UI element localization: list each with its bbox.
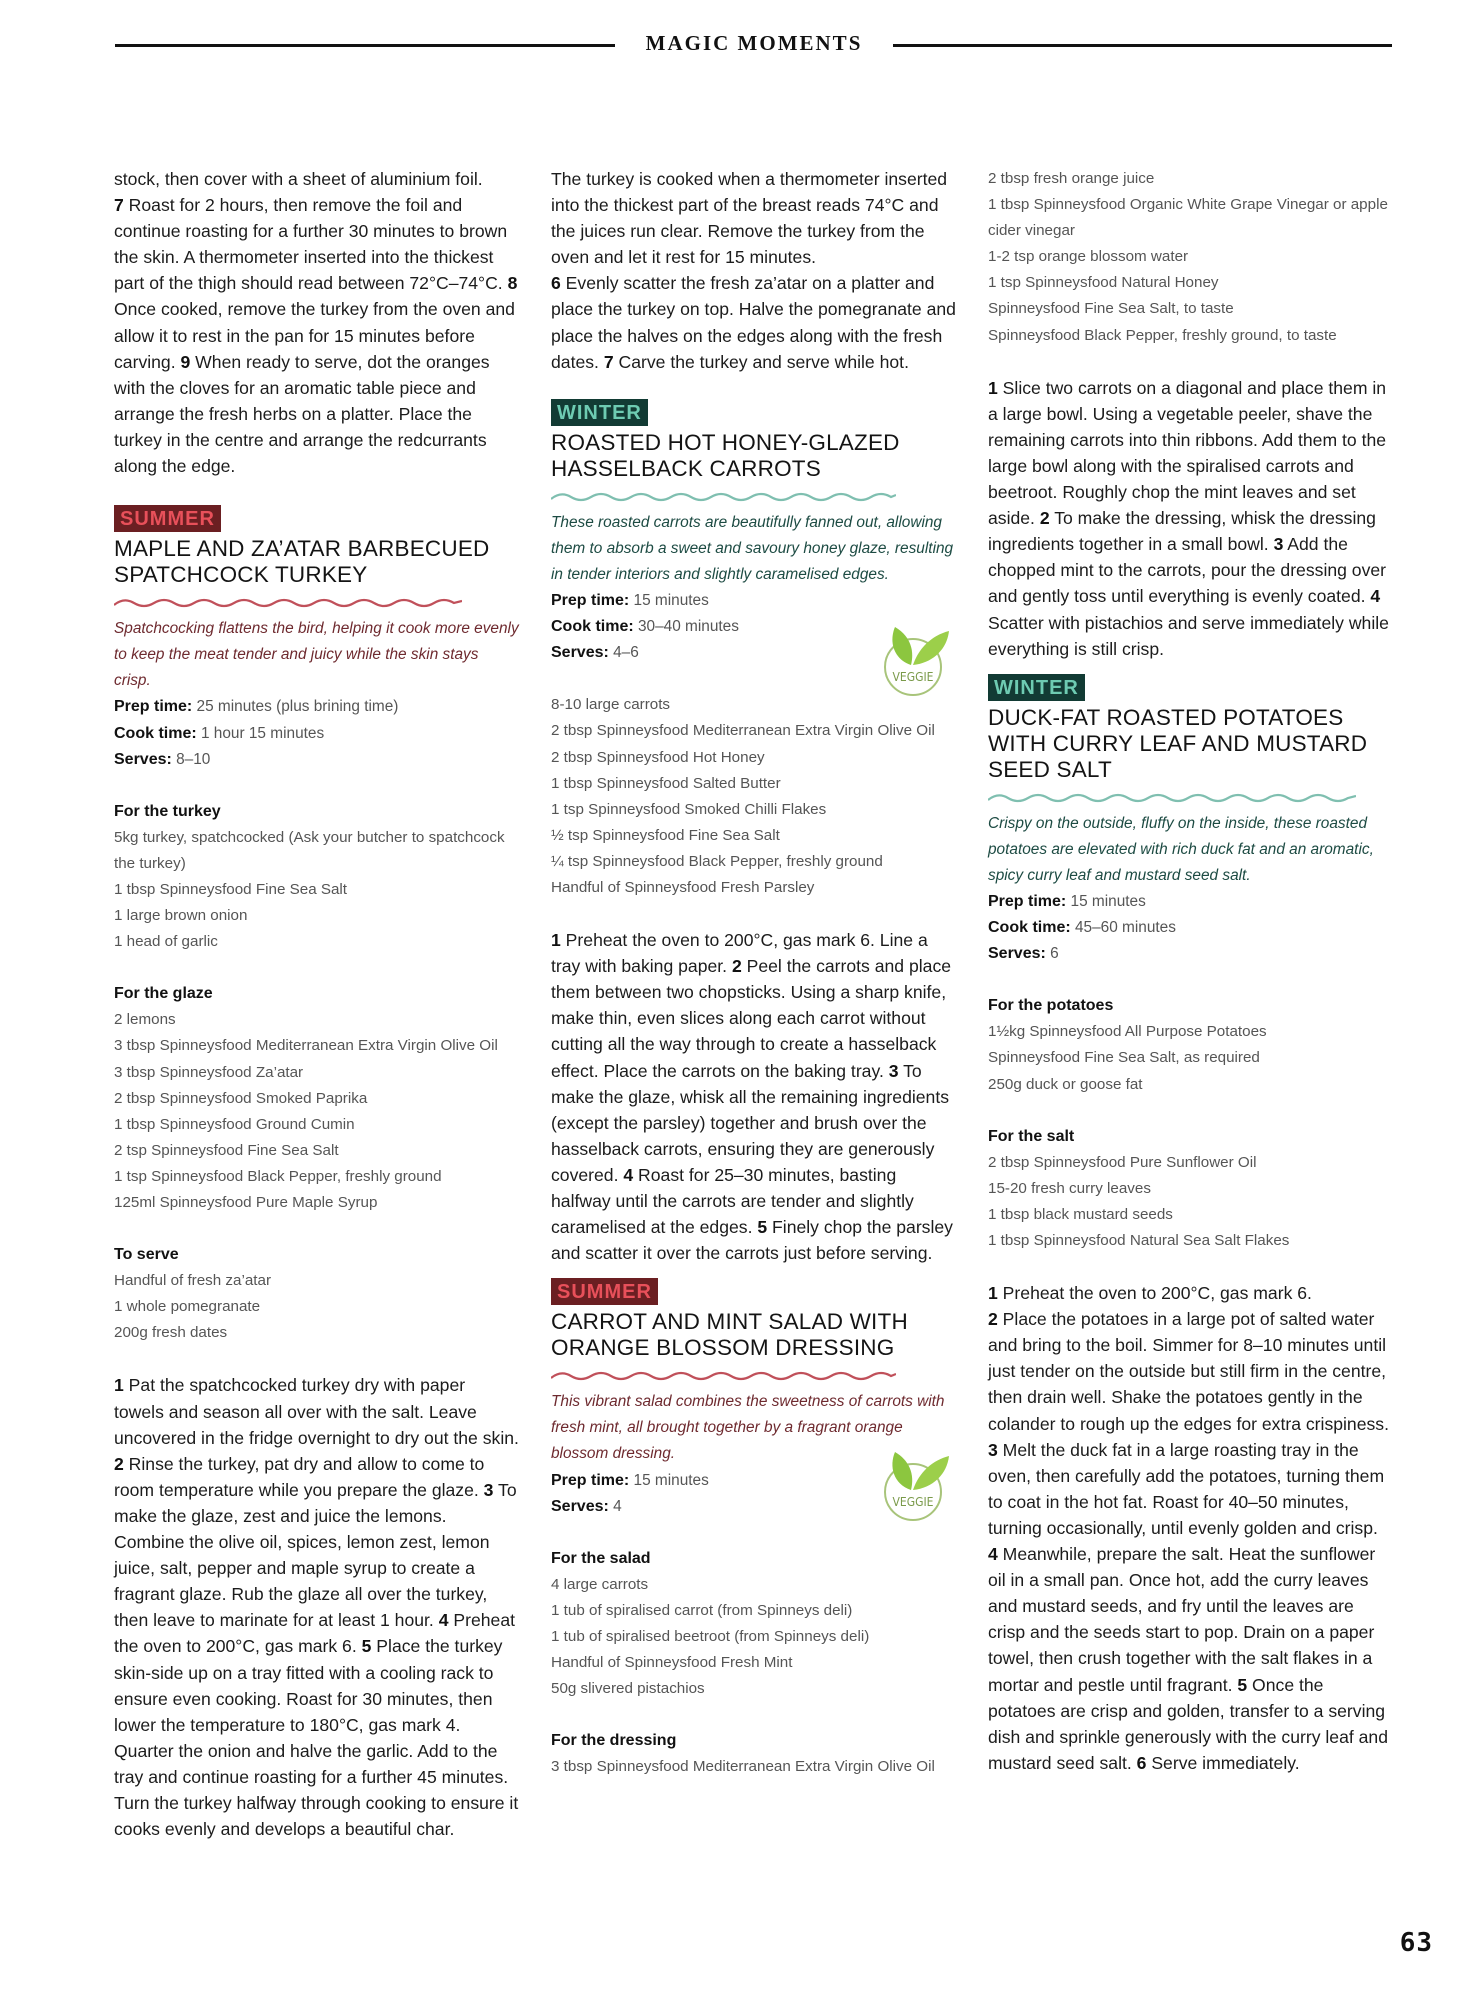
ingredient-item: 1 tbsp Spinneysfood Salted Butter	[551, 774, 781, 792]
ingredient-item: ¼ tsp Spinneysfood Black Pepper, freshly ground	[551, 852, 883, 870]
ingredient-list-continued	[988, 166, 1393, 349]
svg-text:VEGGIE: VEGGIE	[892, 1495, 934, 1510]
recipe-intro: This vibrant salad combines the sweetness of carrots with fresh mint, all brought together by a fragrant orange blossom dressing.	[551, 1393, 945, 1463]
header-rule-left	[115, 44, 615, 47]
serves: Serves: 4–6	[551, 644, 639, 662]
ingredient-heading: For the salad	[551, 1549, 651, 1567]
ingredient-item: 1 tbsp black mustard seeds	[988, 1205, 1173, 1223]
page-number: 63	[1399, 1928, 1433, 1958]
ingredient-heading: For the glaze	[114, 985, 213, 1003]
prep-time: Prep time: 15 minutes	[551, 1471, 709, 1489]
ingredient-heading: For the potatoes	[988, 997, 1114, 1015]
ingredient-list	[551, 1754, 956, 1780]
recipe-intro: Spatchcocking flattens the bird, helping it cook more evenly to keep the meat tender and juicy while the skin stays crisp.	[114, 620, 519, 690]
wave-divider-icon	[114, 596, 462, 610]
prep-time: Prep time: 15 minutes	[988, 892, 1146, 910]
ingredient-list	[114, 1268, 519, 1346]
ingredient-item: 2 lemons	[114, 1011, 176, 1029]
recipe-method: 1 Preheat the oven to 200°C, gas mark 6. Line a tray with baking paper. 2 Peel the carrots and place them between two chopsticks. Using a sharp knife, make thin, even slices along each carrot without cutting all the way through to create a hasselback effect. Place the carrots on the baking tray. 3 To make the glaze, whisk all the remaining ingredients (except the parsley) together and brush over the hasselback carrots, ensuring they are generously covered. 4 Roast for 25–30 minutes, basting halfway until the carrots are tender and slightly caramelised at the edges. 5 Finely chop the parsley and scatter it over the carrots just before serving.	[551, 930, 953, 1264]
ingredient-item: 1 tbsp Spinneysfood Natural Sea Salt Flakes	[988, 1232, 1290, 1249]
ingredient-heading: For the salt	[988, 1127, 1075, 1145]
cook-time: Cook time: 30–40 minutes	[551, 618, 739, 636]
ingredient-item: 3 tbsp Spinneysfood Za’atar	[114, 1063, 304, 1081]
recipe-method: 1 Slice two carrots on a diagonal and place them in a large bowl. Using a vegetable peeler, shave the remaining carrots into thin ribbons. Add them to the large bowl along with the spiralised carrots and beetroot. Roughly chop the mint leaves and set aside. 2 To make the dressing, whisk the dressing ingredients together in a small bowl. 3 Add the chopped mint to the carrots, pour the dressing over and gently toss until everything is evenly coated. 4 Scatter with pistachios and serve immediately while everything is still crisp.	[988, 377, 1389, 659]
ingredient-item: Spinneysfood Black Pepper, freshly ground, to taste	[988, 326, 1337, 344]
ingredient-item: 1 tbsp Spinneysfood Ground Cumin	[114, 1115, 355, 1133]
continued-method-previous-recipe: stock, then cover with a sheet of aluminium foil. 7 Roast for 2 hours, then remove the foil and continue roasting for a further 30 minutes to brown the skin. A thermometer inserted into the thickest part of the thigh should read between 72°C–74°C. 8 Once cooked, remove the turkey from the oven and allow it to rest in the pan for 15 minutes before carving. 9 When ready to serve, dot the oranges with the cloves for an aromatic table piece and arrange the fresh herbs on a platter. Place the turkey in the centre and arrange the redcurrants along the edge.	[114, 169, 518, 477]
section-header	[115, 28, 1392, 58]
wave-divider-icon	[551, 490, 896, 504]
recipe-title: MAPLE AND ZA’ATAR BARBECUED SPATCHCOCK TURKEY	[114, 536, 490, 588]
season-tag-winter: WINTER	[551, 399, 648, 426]
ingredient-heading: For the turkey	[114, 802, 221, 820]
ingredient-item: Handful of Spinneysfood Fresh Parsley	[551, 878, 815, 896]
ingredient-item: 1½kg Spinneysfood All Purpose Potatoes	[988, 1023, 1267, 1041]
ingredient-item: 1 head of garlic	[114, 933, 218, 951]
ingredient-item: Spinneysfood Fine Sea Salt, as required	[988, 1049, 1260, 1067]
ingredient-item: 2 tsp Spinneysfood Fine Sea Salt	[114, 1141, 339, 1159]
recipe-title: DUCK-FAT ROASTED POTATOES WITH CURRY LEAF AND MUSTARD SEED SALT	[988, 704, 1368, 782]
recipe-hasselback-carrots	[551, 395, 956, 1267]
serves: Serves: 6	[988, 945, 1059, 963]
ingredient-item: 2 tbsp fresh orange juice	[988, 170, 1155, 187]
recipe-intro: These roasted carrots are beautifully fanned out, allowing them to absorb a sweet and savoury honey glaze, resulting in tender interiors and slightly caramelised edges.	[551, 513, 954, 583]
ingredient-item: 4 large carrots	[551, 1575, 649, 1593]
ingredient-item: 2 tbsp Spinneysfood Pure Sunflower Oil	[988, 1153, 1257, 1171]
recipe-maple-zaatar-turkey	[114, 501, 519, 1842]
ingredient-list	[114, 825, 519, 955]
ingredient-heading: To serve	[114, 1246, 179, 1264]
ingredient-item: 50g slivered pistachios	[551, 1680, 705, 1698]
ingredient-list	[551, 1572, 956, 1702]
ingredient-item: Spinneysfood Fine Sea Salt, to taste	[988, 300, 1234, 318]
prep-time: Prep time: 25 minutes (plus brining time)	[114, 698, 399, 716]
recipe-duck-fat-potatoes	[988, 670, 1393, 1776]
ingredient-item: 1 whole pomegranate	[114, 1298, 261, 1316]
ingredient-item: 125ml Spinneysfood Pure Maple Syrup	[114, 1194, 378, 1211]
ingredient-item: 1 tbsp Spinneysfood Fine Sea Salt	[114, 880, 348, 898]
ingredient-item: 1 tub of spiralised carrot (from Spinneys deli)	[551, 1601, 853, 1619]
recipe-method-continued: The turkey is cooked when a thermometer inserted into the thickest part of the breast reads 74°C and the juices run clear. Remove the turkey from the oven and let it rest for 15 minutes. 6 Evenly scatter the fresh za’atar on a platter and place the turkey on top. Halve the pomegranate and place the halves on the edges along with the fresh dates. 7 Carve the turkey and serve while hot.	[551, 169, 956, 372]
serves: Serves: 4	[551, 1497, 622, 1515]
ingredient-item: 15-20 fresh curry leaves	[988, 1179, 1151, 1197]
ingredient-item: 1 tsp Spinneysfood Smoked Chilli Flakes	[551, 800, 827, 818]
ingredient-item: 8-10 large carrots	[551, 696, 671, 714]
ingredient-item: 3 tbsp Spinneysfood Mediterranean Extra Virgin Olive Oil	[551, 1758, 935, 1776]
ingredient-item: Handful of fresh za’atar	[114, 1272, 272, 1290]
header-rule-right	[893, 44, 1392, 47]
ingredient-item: Handful of Spinneysfood Fresh Mint	[551, 1654, 793, 1672]
ingredient-item: 250g duck or goose fat	[988, 1075, 1143, 1093]
recipe-title: ROASTED HOT HONEY-GLAZED HASSELBACK CARROTS	[551, 429, 900, 481]
recipe-title: CARROT AND MINT SALAD WITH ORANGE BLOSSOM DRESSING	[551, 1309, 908, 1361]
veggie-badge-icon	[873, 1446, 953, 1526]
ingredient-list	[988, 1150, 1393, 1254]
cook-time: Cook time: 1 hour 15 minutes	[114, 724, 325, 742]
ingredient-list	[988, 1019, 1393, 1097]
season-tag-winter: WINTER	[988, 674, 1085, 701]
column-2	[551, 166, 956, 1781]
ingredient-item: 2 tbsp Spinneysfood Hot Honey	[551, 748, 765, 766]
ingredient-item: ½ tsp Spinneysfood Fine Sea Salt	[551, 826, 780, 844]
ingredient-item: 1-2 tsp orange blossom water	[988, 248, 1189, 266]
wave-divider-icon	[551, 1369, 896, 1383]
recipe-carrot-mint-salad	[551, 1274, 956, 1780]
recipe-method: 1 Pat the spatchcocked turkey dry with paper towels and season all over with the salt. Leave uncovered in the fridge overnight to dry out the skin. 2 Rinse the turkey, pat dry and allow to come to room temperature while you prepare the glaze. 3 To make the glaze, zest and juice the lemons. Combine the olive oil, spices, lemon zest, lemon juice, salt, pepper and maple syrup to create a fragrant glaze. Rub the glaze all over the turkey, then leave to marinate for at least 1 hour. 4 Preheat the oven to 200°C, gas mark 6. 5 Place the turkey skin-side up on a tray fitted with a cooling rack to ensure even cooking. Roast for 30 minutes, then lower the temperature to 180°C, gas mark 4. Quarter the onion and halve the garlic. Add to the tray and continue roasting for a further 45 minutes. Turn the turkey halfway through cooking to ensure it cooks evenly and develops a beautiful char.	[114, 1375, 519, 1840]
recipe-intro: Crispy on the outside, fluffy on the inside, these roasted potatoes are elevated with rich duck fat and an aromatic, spicy curry leaf and mustard seed salt.	[988, 814, 1374, 884]
recipe-method: 1 Preheat the oven to 200°C, gas mark 6. 2 Place the potatoes in a large pot of salted water and bring to the boil. Simmer for 8–10 minutes until just tender on the outside but still firm in the centre, then drain well. Shake the potatoes gently in the colander to rough up the edges for extra crispiness. 3 Melt the duck fat in a large roasting tray in the oven, then carefully add the potatoes, turning them to coat in the hot fat. Roast for 40–50 minutes, turning occasionally, until evenly golden and crisp. 4 Meanwhile, prepare the salt. Heat the sunflower oil in a small pan. Once hot, add the curry leaves and mustard seeds, and fry until the leaves are crisp and the seeds start to pop. Drain on a paper towel, then crush together with the salt flakes in a mortar and pestle until fragrant. 5 Once the potatoes are crisp and golden, transfer to a serving dish and sprinkle generously with the curry leaf and mustard seed salt. 6 Serve immediately.	[988, 1283, 1389, 1773]
ingredient-item: 2 tbsp Spinneysfood Mediterranean Extra Virgin Olive Oil	[551, 722, 935, 740]
ingredient-item: 200g fresh dates	[114, 1324, 228, 1342]
column-1	[114, 166, 519, 1842]
ingredient-item: 1 tub of spiralised beetroot (from Spinneys deli)	[551, 1628, 870, 1646]
ingredient-item: 1 tsp Spinneysfood Natural Honey	[988, 274, 1219, 292]
season-tag-summer: SUMMER	[551, 1278, 658, 1305]
section-title: MAGIC MOMENTS	[645, 31, 863, 55]
svg-text:VEGGIE: VEGGIE	[892, 669, 934, 684]
veggie-badge-icon	[873, 621, 953, 701]
ingredient-item: 3 tbsp Spinneysfood Mediterranean Extra Virgin Olive Oil	[114, 1037, 498, 1055]
ingredient-item: 5kg turkey, spatchcocked (Ask your butcher to spatchcock the turkey)	[114, 828, 505, 872]
ingredient-heading: For the dressing	[551, 1732, 677, 1750]
serves: Serves: 8–10	[114, 750, 211, 768]
prep-time: Prep time: 15 minutes	[551, 592, 709, 610]
wave-divider-icon	[988, 791, 1356, 805]
ingredient-item: 1 tbsp Spinneysfood Organic White Grape Vinegar or apple cider vinegar	[988, 196, 1388, 240]
ingredient-list	[114, 1007, 519, 1216]
season-tag-summer: SUMMER	[114, 505, 221, 532]
ingredient-item: 1 large brown onion	[114, 907, 248, 925]
cook-time: Cook time: 45–60 minutes	[988, 919, 1176, 937]
ingredient-item: 2 tbsp Spinneysfood Smoked Paprika	[114, 1089, 368, 1107]
ingredient-item: 1 tsp Spinneysfood Black Pepper, freshly ground	[114, 1167, 442, 1185]
ingredient-list	[551, 692, 956, 901]
column-3	[988, 166, 1393, 1776]
